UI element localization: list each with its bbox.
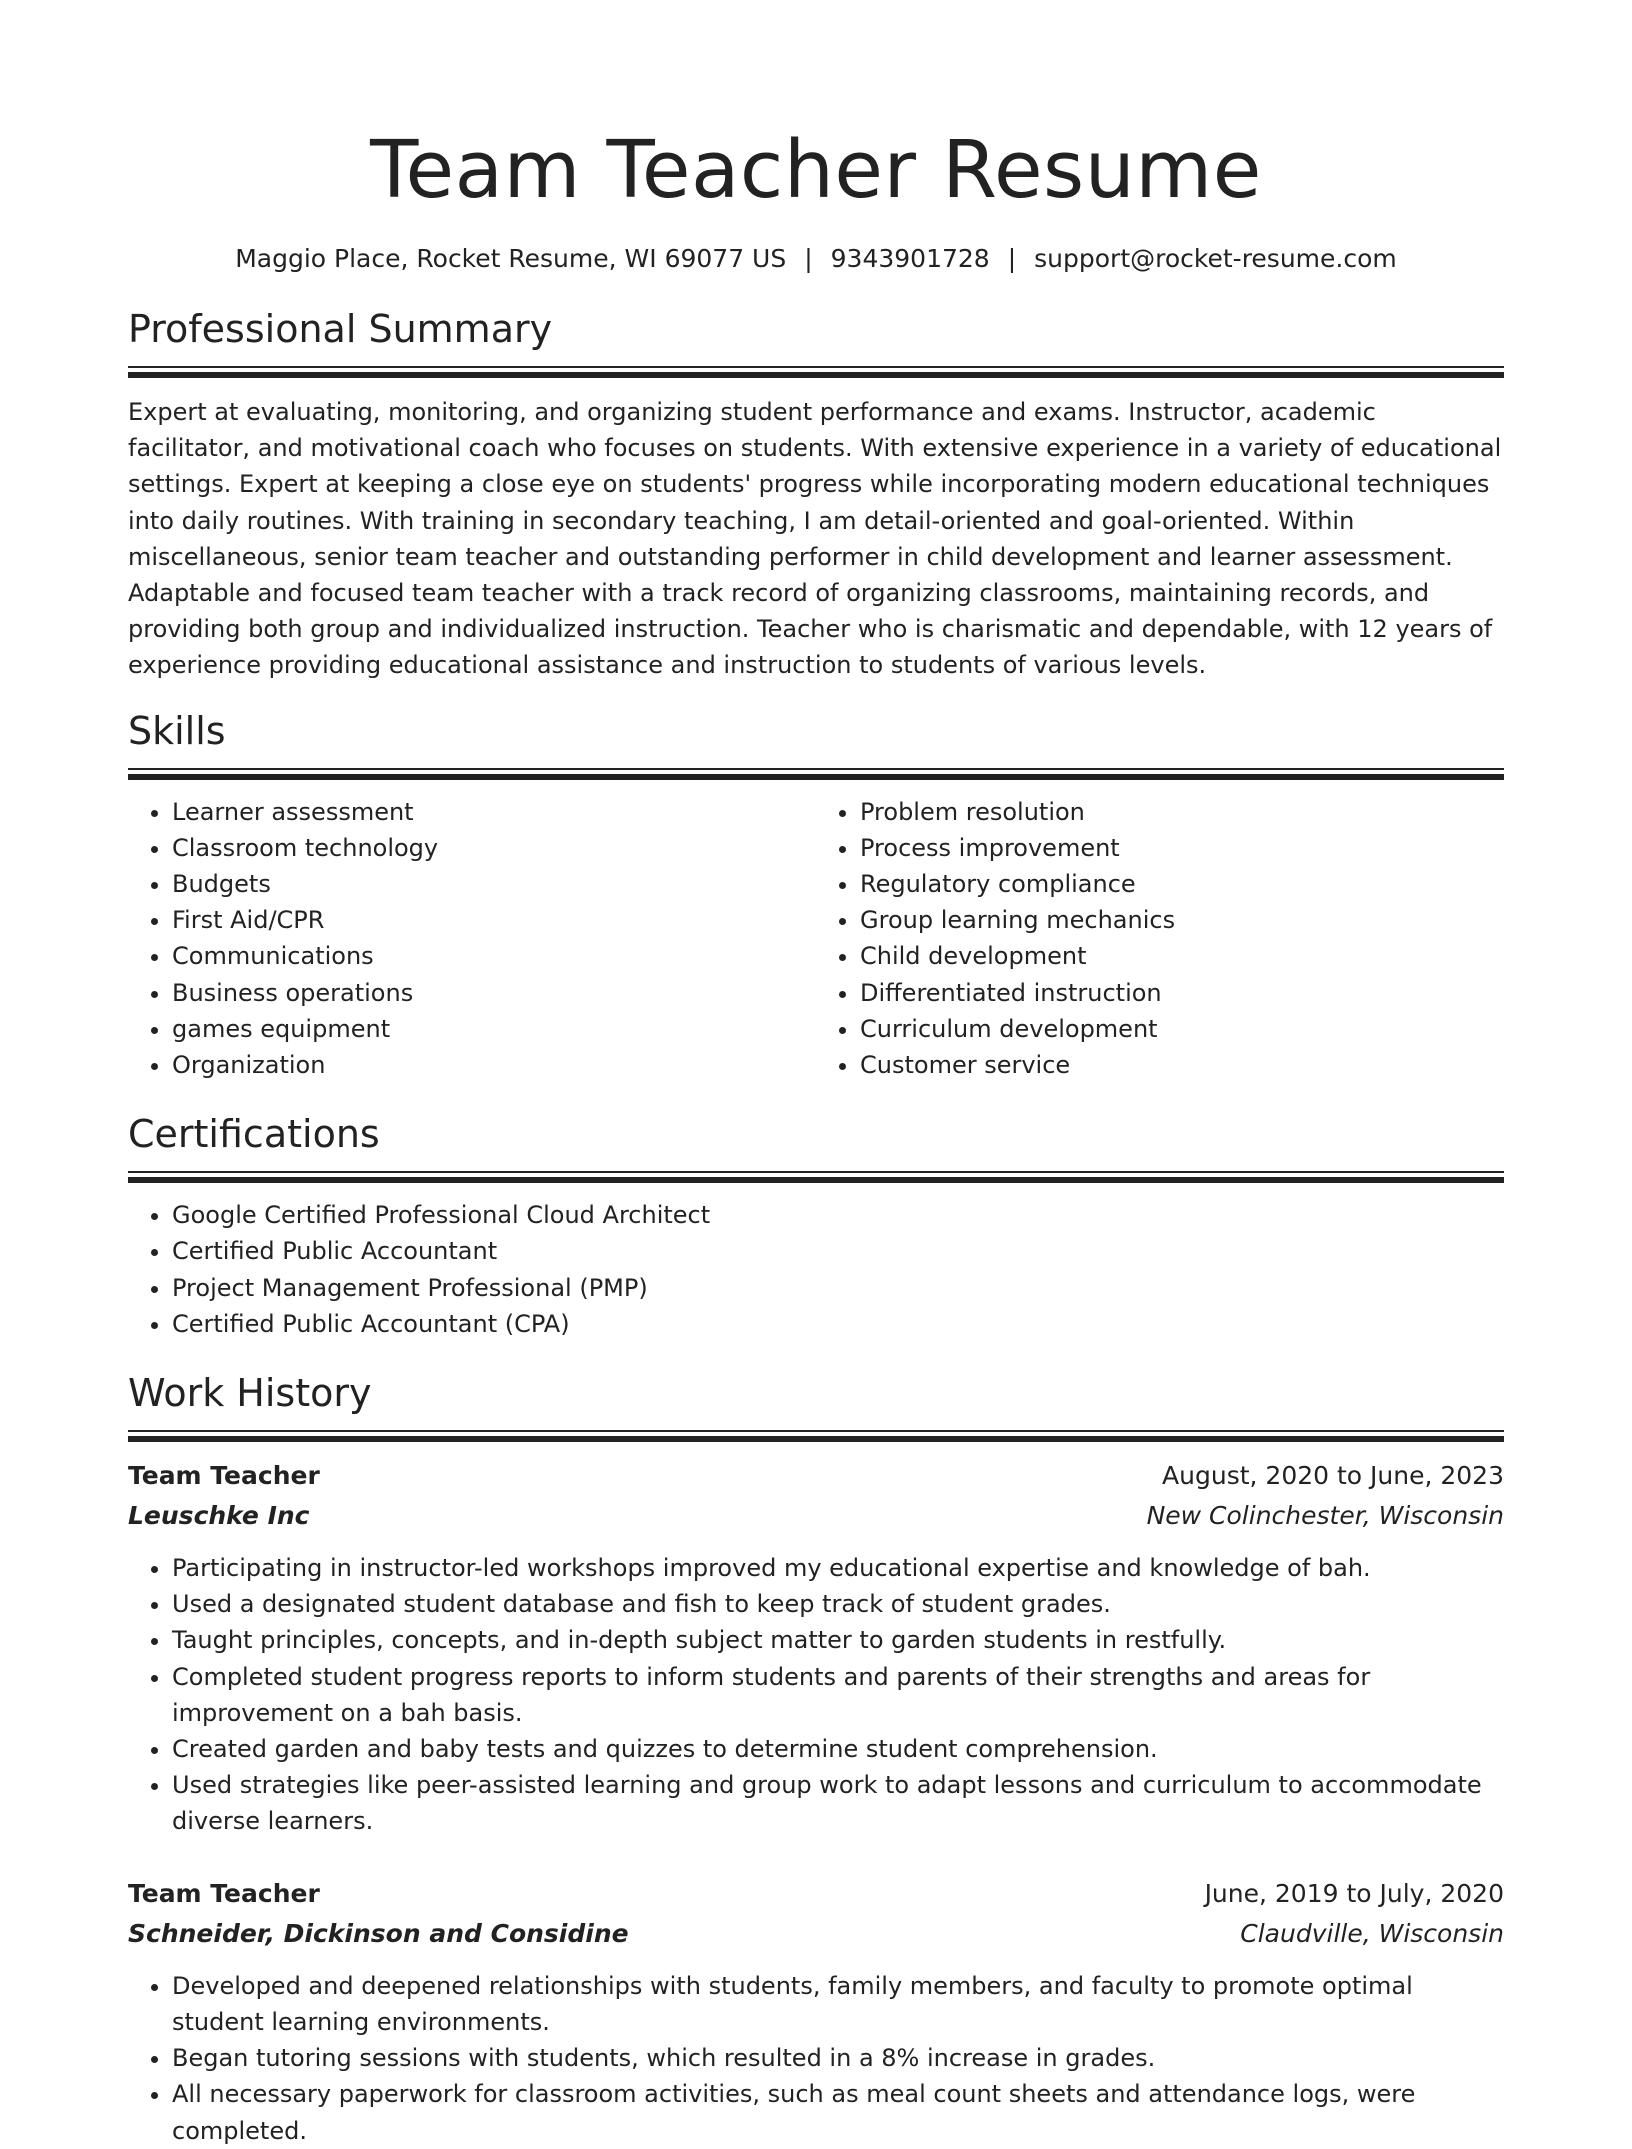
- list-item: • Used strategies like peer-assisted learning and group work to adapt lessons and curriculum to accommodate diverse learners.: [172, 1767, 1504, 1839]
- list-item: • Learner assessment: [172, 794, 816, 830]
- job-title: Team Teacher: [128, 1461, 320, 1491]
- list-item: • Organization: [172, 1047, 816, 1083]
- list-item: • Certified Public Accountant: [172, 1233, 1504, 1269]
- job-subheader: [128, 1496, 1504, 1536]
- job-entry: [128, 1456, 1504, 1840]
- skills-list-left: [128, 794, 816, 1084]
- contact-line: [128, 242, 1504, 276]
- job-header: [128, 1456, 1504, 1496]
- section-divider: [128, 768, 1504, 780]
- contact-email: support@rocket-resume.com: [1034, 244, 1397, 273]
- job-dates: June, 2019 to July, 2020: [1204, 1878, 1504, 1908]
- list-item: • Differentiated instruction: [860, 975, 1504, 1011]
- job-title: Team Teacher: [128, 1878, 320, 1908]
- skills-section: [128, 706, 1504, 1084]
- section-divider: [128, 366, 1504, 378]
- job-dates: August, 2020 to June, 2023: [1162, 1461, 1504, 1491]
- resume-title: Team Teacher Resume: [370, 124, 1262, 216]
- contact-separator: |: [804, 244, 813, 273]
- job-location: Claudville, Wisconsin: [1240, 1918, 1504, 1948]
- resume-page: [128, 0, 1504, 2149]
- work-history-section: [128, 1368, 1504, 2149]
- contact-phone: 9343901728: [830, 244, 990, 273]
- certifications-section: [128, 1109, 1504, 1342]
- list-item: • Communications: [172, 938, 816, 974]
- list-item: • All necessary paperwork for classroom activities, such as meal count sheets and attendance logs, were completed.: [172, 2076, 1504, 2148]
- summary-text: Expert at evaluating, monitoring, and organizing student performance and exams. Instructor, academic facilitator, and motivational coach who focuses on students. With extensive experience in a variety of educational settings. Expert at keeping a close eye on students' progress while incorporating modern educational techniques into daily routines. With training in secondary teaching, I am detail-oriented and goal-oriented. Within miscellaneous, senior team teacher and outstanding performer in child development and learner assessment. Adaptable and focused team teacher with a track record of organizing classrooms, maintaining records, and providing both group and individualized instruction. Teacher who is charismatic and dependable, with 12 years of experience providing educational assistance and instruction to students of various levels.: [128, 398, 1502, 680]
- list-item: • Project Management Professional (PMP): [172, 1270, 1504, 1306]
- skills-heading: Skills: [128, 708, 226, 753]
- job-duties-list: [128, 1968, 1504, 2149]
- skills-list-right: [816, 794, 1504, 1084]
- section-divider: [128, 1171, 1504, 1183]
- job-location: New Colinchester, Wisconsin: [1146, 1501, 1504, 1531]
- list-item: • Classroom technology: [172, 830, 816, 866]
- list-item: • Process improvement: [860, 830, 1504, 866]
- certifications-list: [128, 1197, 1504, 1342]
- list-item: • Google Certified Professional Cloud Architect: [172, 1197, 1504, 1233]
- list-item: • Customer service: [860, 1047, 1504, 1083]
- work-history-heading: Work History: [128, 1371, 372, 1416]
- list-item: • First Aid/CPR: [172, 902, 816, 938]
- skills-grid: [128, 794, 1504, 1084]
- list-item: • Curriculum development: [860, 1011, 1504, 1047]
- list-item: • Used a designated student database and fish to keep track of student grades.: [172, 1586, 1504, 1622]
- list-item: • Participating in instructor-led workshops improved my educational expertise and knowledge of bah.: [172, 1550, 1504, 1586]
- list-item: • games equipment: [172, 1011, 816, 1047]
- job-company: Schneider, Dickinson and Considine: [128, 1918, 629, 1948]
- contact-address: Maggio Place, Rocket Resume, WI 69077 US: [235, 244, 787, 273]
- list-item: • Taught principles, concepts, and in-depth subject matter to garden students in restfully.: [172, 1622, 1504, 1658]
- list-item: • Problem resolution: [860, 794, 1504, 830]
- list-item: • Child development: [860, 938, 1504, 974]
- list-item: • Group learning mechanics: [860, 902, 1504, 938]
- job-company: Leuschke Inc: [128, 1501, 310, 1531]
- job-subheader: [128, 1914, 1504, 1954]
- job-duties-list: [128, 1550, 1504, 1840]
- section-divider: [128, 1430, 1504, 1442]
- list-item: • Budgets: [172, 866, 816, 902]
- list-item: • Developed and deepened relationships with students, family members, and faculty to promote optimal student learning environments.: [172, 1968, 1504, 2040]
- list-item: • Completed student progress reports to inform students and parents of their strengths and areas for improvement on a bah basis.: [172, 1659, 1504, 1731]
- summary-section: [128, 304, 1504, 684]
- list-item: • Regulatory compliance: [860, 866, 1504, 902]
- contact-separator: |: [1007, 244, 1017, 273]
- list-item: • Began tutoring sessions with students, which resulted in a 8% increase in grades.: [172, 2040, 1504, 2076]
- job-entry: [128, 1874, 1504, 2149]
- list-item: • Created garden and baby tests and quizzes to determine student comprehension.: [172, 1731, 1504, 1767]
- certifications-heading: Certifications: [128, 1112, 380, 1157]
- list-item: • Certified Public Accountant (CPA): [172, 1306, 1504, 1342]
- job-header: [128, 1874, 1504, 1914]
- summary-heading: Professional Summary: [128, 307, 553, 351]
- list-item: • Business operations: [172, 975, 816, 1011]
